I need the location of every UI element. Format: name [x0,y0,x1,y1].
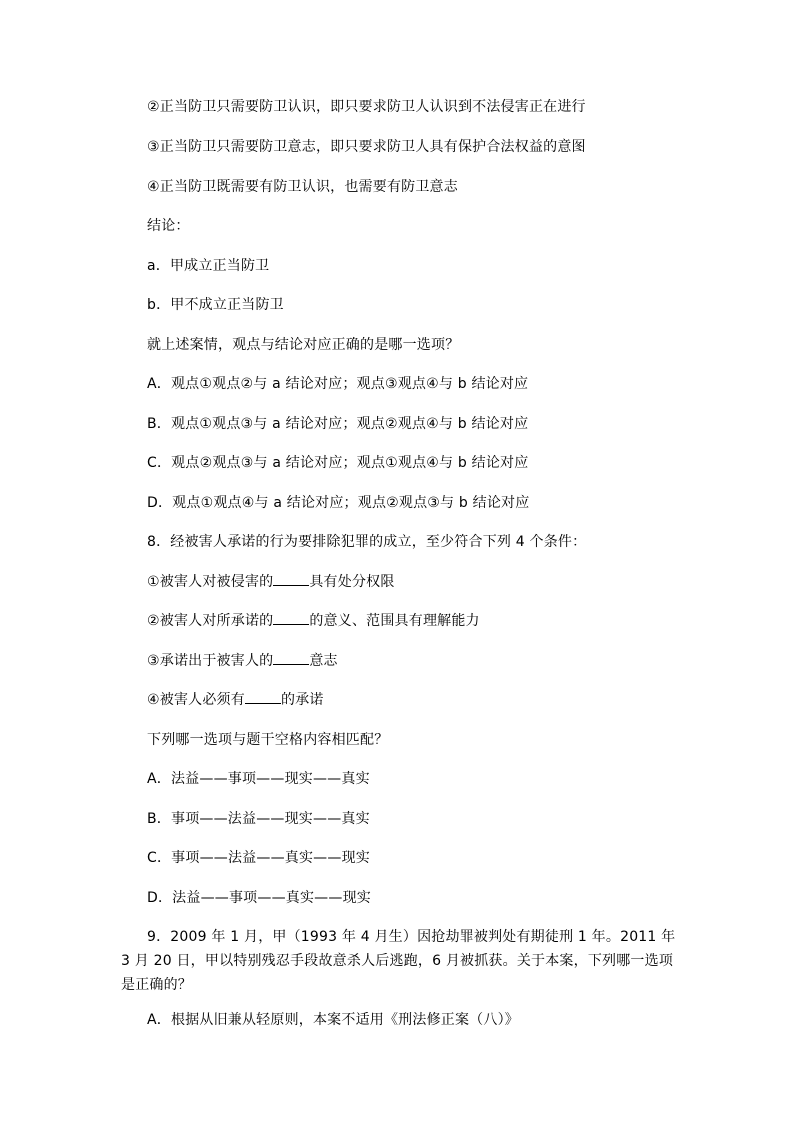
q9-stem: 9．2009 年 1 月，甲（1993 年 4 月生）因抢劫罪被判处有期徒刑 1 年。2011 年 3 月 20 日，甲以特别残忍手段故意杀人后逃跑，6 月被抓获。关于本案，下列哪一选项是正确的？ [121,929,676,993]
conclusion-a: a．甲成立正当防卫 [147,258,270,274]
q8-option-a: A．法益——事项——现实——真实 [147,771,370,787]
condition-text: ①被害人对被侵害的 [147,574,274,590]
condition-text: ②被害人对所承诺的 [147,613,274,629]
condition-text: 意志 [309,653,338,669]
blank-line [273,612,309,625]
q7-option-c: C．观点②观点③与 a 结论对应；观点①观点④与 b 结论对应 [147,455,529,471]
q8-condition-1 [147,573,395,591]
condition-text: ④被害人必须有 [147,692,245,708]
q7-option-a: A．观点①观点②与 a 结论对应；观点③观点④与 b 结论对应 [147,376,529,392]
q9-option-a: A．根据从旧兼从轻原则，本案不适用《刑法修正案（八）》 [147,1012,519,1028]
conclusion-b: b．甲不成立正当防卫 [147,297,284,313]
blank-line [273,652,309,665]
view-2-text: ②正当防卫只需要防卫认识，即只要求防卫人认识到不法侵害正在进行 [147,99,586,115]
condition-text: 的意义、范围具有理解能力 [309,613,480,629]
q8-condition-2 [147,612,480,630]
q8-option-c: C．事项——法益——真实——现实 [147,850,370,866]
condition-text: ③承诺出于被害人的 [147,653,274,669]
blank-line [245,691,281,704]
q8-option-b: B．事项——法益——现实——真实 [147,811,370,827]
q8-condition-4 [147,691,324,709]
q8-stem: 8．经被害人承诺的行为要排除犯罪的成立，至少符合下列 4 个条件： [147,534,587,550]
q7-option-b: B．观点①观点③与 a 结论对应；观点②观点④与 b 结论对应 [147,416,529,432]
condition-text: 的承诺 [280,692,324,708]
q8-condition-3 [147,652,338,670]
blank-line [273,573,309,586]
q8-option-d: D．法益——事项——真实——现实 [147,890,371,906]
condition-text: 具有处分权限 [309,574,395,590]
conclusion-label: 结论： [147,218,190,234]
view-3-text: ③正当防卫只需要防卫意志，即只要求防卫人具有保护合法权益的意图 [147,139,586,155]
view-4-text: ④正当防卫既需要有防卫认识，也需要有防卫意志 [147,179,458,195]
q7-question: 就上述案情，观点与结论对应正确的是哪一选项？ [147,337,460,353]
q7-option-d: D．观点①观点④与 a 结论对应；观点②观点③与 b 结论对应 [147,495,530,511]
q8-question: 下列哪一选项与题干空格内容相匹配？ [147,732,389,748]
